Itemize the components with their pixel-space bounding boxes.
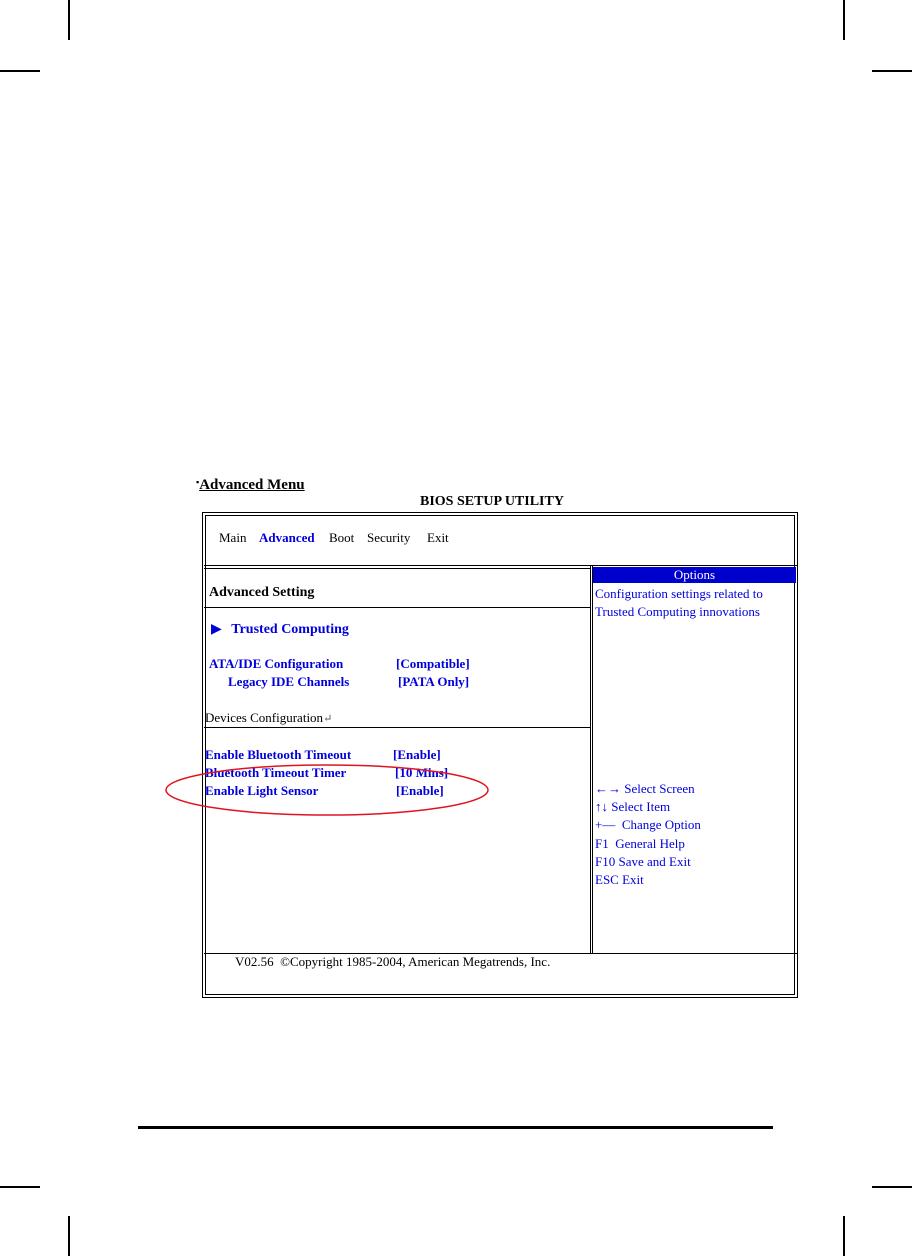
devices-config-title — [205, 710, 332, 726]
key-hint-change-option: +— Change Option — [595, 817, 701, 832]
highlight-ellipse-shape — [166, 765, 488, 815]
bluetooth-timeout-timer-value[interactable]: [10 Mins] — [395, 765, 449, 780]
key-hint-save-exit: F10 Save and Exit — [595, 854, 691, 869]
crop-mark — [872, 70, 912, 72]
tab-exit[interactable]: Exit — [427, 530, 449, 545]
crop-mark — [0, 1186, 40, 1188]
help-panel-left-border — [592, 566, 593, 954]
caption-bullet: ▪ — [196, 477, 200, 487]
crop-mark — [843, 0, 845, 40]
bluetooth-timeout-timer-label[interactable]: Bluetooth Timeout Timer — [205, 765, 347, 780]
crop-mark — [843, 1216, 845, 1256]
bios-title: BIOS SETUP UTILITY — [420, 494, 564, 509]
key-hint-esc-exit: ESC Exit — [595, 872, 644, 887]
main-panel-right-border — [590, 566, 591, 954]
legacy-ide-label[interactable]: Legacy IDE Channels — [228, 674, 350, 689]
figure-caption — [196, 477, 305, 494]
menu-item-label: Trusted Computing — [231, 622, 349, 637]
tab-bar-divider — [204, 565, 797, 566]
caption-label: Advanced Menu — [199, 477, 305, 493]
ata-ide-config-value[interactable]: [Compatible] — [396, 656, 470, 671]
key-hint-select-item: ↑↓ Select Item — [595, 799, 671, 814]
crop-mark — [0, 70, 40, 72]
help-description-line1: Configuration settings related to — [595, 586, 763, 601]
key-hint-general-help: F1 General Help — [595, 836, 685, 851]
tab-main[interactable]: Main — [219, 530, 247, 545]
enable-light-sensor-value[interactable]: [Enable] — [396, 783, 444, 798]
main-panel-top — [204, 568, 591, 569]
tab-security[interactable]: Security — [367, 530, 411, 545]
enable-light-sensor-label[interactable]: Enable Light Sensor — [205, 783, 319, 798]
section-divider — [204, 607, 591, 608]
enable-bluetooth-timeout-value[interactable]: [Enable] — [393, 747, 441, 762]
return-mark-icon: ↵ — [323, 713, 333, 725]
menu-item-trusted-computing[interactable] — [211, 621, 349, 638]
section-divider — [204, 727, 591, 728]
key-hint-select-screen: ←→ Select Screen — [595, 781, 695, 796]
crop-mark — [872, 1186, 912, 1188]
options-header-label: Options — [673, 567, 716, 582]
devices-config-label: Devices Configuration — [205, 710, 324, 725]
page-bottom-rule — [138, 1126, 773, 1129]
highlight-ellipse — [164, 763, 494, 819]
help-description-line2: Trusted Computing innovations — [595, 604, 760, 619]
legacy-ide-value[interactable]: [PATA Only] — [398, 674, 470, 689]
crop-mark — [68, 1216, 70, 1256]
enable-bluetooth-timeout-label[interactable]: Enable Bluetooth Timeout — [205, 747, 352, 762]
bios-footer-copyright: V02.56 ©Copyright 1985-2004, American Megatrends, Inc. — [235, 954, 551, 969]
ata-ide-config-label[interactable]: ATA/IDE Configuration — [209, 656, 344, 671]
submenu-arrow-icon: ▶ — [211, 622, 222, 637]
tab-boot[interactable]: Boot — [329, 530, 355, 545]
section-title-advanced-setting: Advanced Setting — [209, 585, 315, 600]
crop-mark — [68, 0, 70, 40]
tab-advanced[interactable]: Advanced — [259, 530, 315, 545]
